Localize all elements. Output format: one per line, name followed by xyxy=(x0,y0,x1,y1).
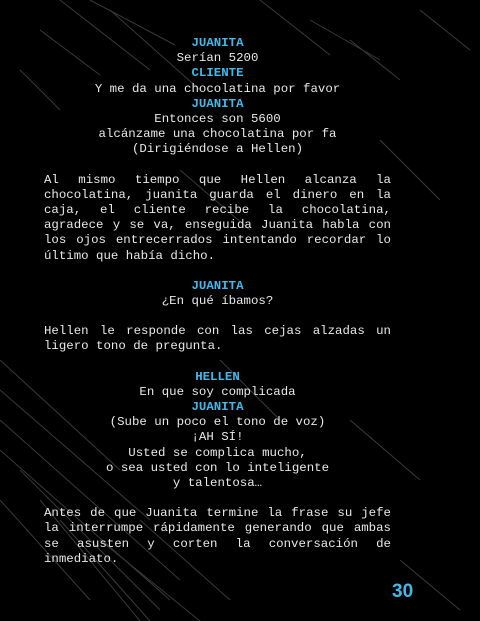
dialogue-line: Y me da una chocolatina por favor xyxy=(94,81,341,96)
character-name: JUANITA xyxy=(191,400,244,415)
dialogue-line: o sea usted con lo inteligente xyxy=(105,460,330,475)
stage-direction: (Dirigiéndose a Hellen) xyxy=(131,142,304,157)
dialogue-line: Serían 5200 xyxy=(176,51,259,66)
dialogue-line: ¿En qué íbamos? xyxy=(161,294,274,309)
character-name: CLIENTE xyxy=(191,66,244,81)
script-page xyxy=(44,36,391,567)
character-name: JUANITA xyxy=(191,278,244,293)
dialogue-line: Entonces son 5600 xyxy=(154,112,281,127)
character-name: JUANITA xyxy=(191,36,244,50)
dialogue-line: Usted se complica mucho, xyxy=(128,445,307,460)
page-number: 30 xyxy=(392,581,414,602)
character-name: JUANITA xyxy=(191,96,244,111)
dialogue-line: En que soy complicada xyxy=(139,384,296,399)
dialogue-line: y talentosa… xyxy=(172,476,263,491)
action-paragraph: Hellen le responde con las cejas alzadas un ligero tono de pregunta. xyxy=(44,324,391,354)
action-paragraph: Al mismo tiempo que Hellen alcanza la chocolatina, juanita guarda el dinero en la caja, el cliente recibe la chocolatina, agradece y se va, enseguida Juanita habla con los ojos entrecerrados intentando recordar lo último que había dicho. xyxy=(44,172,391,263)
stage-direction: (Sube un poco el tono de voz) xyxy=(109,415,326,430)
dialogue-block-1 xyxy=(44,36,391,158)
dialogue-block-3 xyxy=(44,370,391,492)
dialogue-line: ¡AH SÍ! xyxy=(191,430,244,445)
character-name: HELLEN xyxy=(195,369,240,384)
dialogue-block-2 xyxy=(44,279,391,309)
action-paragraph: Antes de que Juanita termine la frase su jefe la interrumpe rápidamente generando que ambas se asusten y corten la conversación de inmediato. xyxy=(44,506,391,566)
dialogue-line: alcánzame una chocolatina por fa xyxy=(98,127,337,142)
